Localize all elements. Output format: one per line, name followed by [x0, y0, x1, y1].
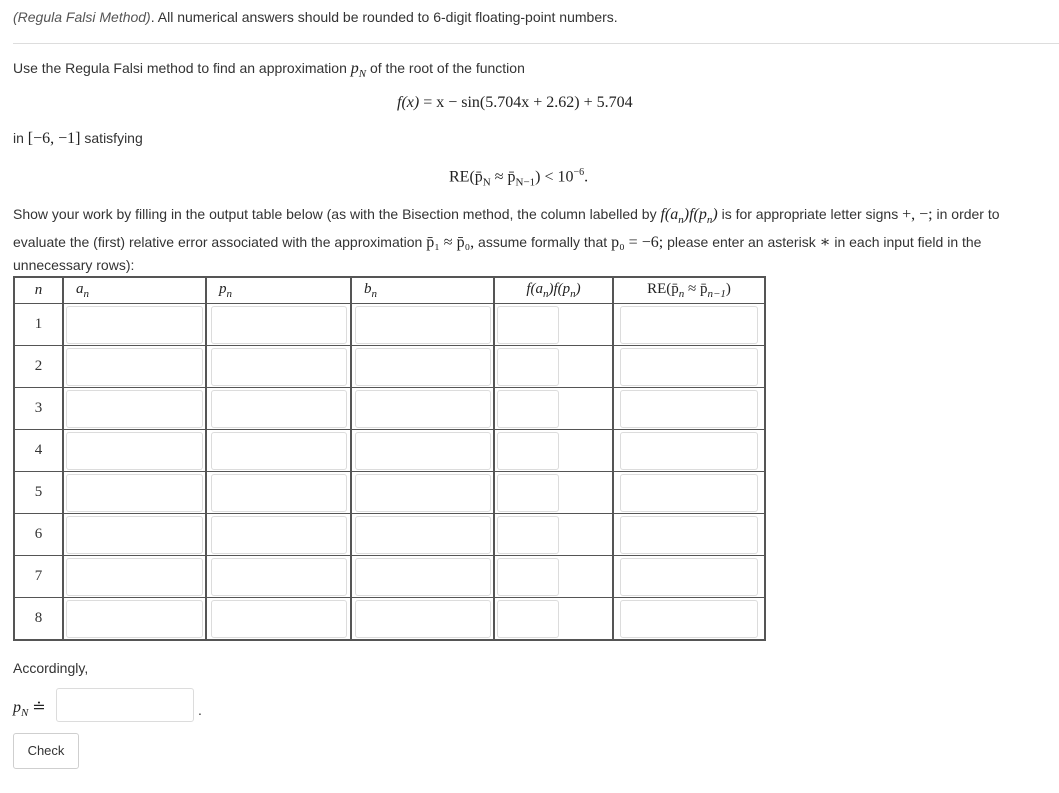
- re-input[interactable]: [620, 558, 758, 596]
- cell-bn: [351, 304, 494, 346]
- header-an: $a_n$: [63, 277, 206, 304]
- sign-input[interactable]: [497, 390, 559, 428]
- pn-input[interactable]: [211, 306, 347, 344]
- an-input[interactable]: [66, 558, 203, 596]
- cell-re: [613, 430, 765, 472]
- cell-sign: [494, 598, 613, 641]
- pn-input[interactable]: [211, 390, 347, 428]
- pn-input[interactable]: [211, 432, 347, 470]
- an-input[interactable]: [66, 516, 203, 554]
- header-pn: $p_n$: [206, 277, 351, 304]
- intro-text: [13, 9, 618, 25]
- re-input[interactable]: [620, 348, 758, 386]
- cell-bn: [351, 388, 494, 430]
- table-row: [14, 346, 765, 388]
- divider: [13, 43, 1059, 44]
- bn-input[interactable]: [355, 600, 491, 638]
- table-row: [14, 556, 765, 598]
- cell-pn: [206, 430, 351, 472]
- rounding-note: . All numerical answers should be rounded to 6-digit floating-point numbers.: [150, 9, 618, 25]
- cell-sign: [494, 556, 613, 598]
- question-lead: Use the Regula Falsi method to find an approximation: [13, 60, 347, 76]
- header-bn: $b_n$: [351, 277, 494, 304]
- header-relative-error: $RE(p̄_n$ ≈ $p̄_{n-1}$): [613, 277, 765, 304]
- cell-pn: [206, 346, 351, 388]
- cell-re: [613, 304, 765, 346]
- row-index: 5: [14, 472, 63, 514]
- row-index: 1: [14, 304, 63, 346]
- cell-bn: [351, 346, 494, 388]
- header-n: n: [14, 277, 63, 304]
- cell-bn: [351, 514, 494, 556]
- re-input[interactable]: [620, 474, 758, 512]
- interval-value: [−6, −1]: [27, 130, 81, 147]
- cell-pn: [206, 514, 351, 556]
- row-index: 8: [14, 598, 63, 641]
- method-name: (Regula Falsi Method): [13, 9, 151, 25]
- bn-input[interactable]: [355, 348, 491, 386]
- cell-an: [63, 304, 206, 346]
- cell-re: [613, 556, 765, 598]
- bn-input[interactable]: [355, 390, 491, 428]
- sign-column-expr: $f(a_n)f(p_n)$: [660, 206, 718, 227]
- cell-an: [63, 598, 206, 641]
- cell-re: [613, 346, 765, 388]
- accordingly-text: Accordingly,: [13, 660, 89, 676]
- pn-answer-input[interactable]: [56, 688, 194, 722]
- header-sign: $f(a_n)f(p_n)$: [494, 277, 613, 304]
- table-row: [14, 304, 765, 346]
- bn-input[interactable]: [355, 432, 491, 470]
- sign-input[interactable]: [497, 474, 559, 512]
- cell-bn: [351, 472, 494, 514]
- table-row: [14, 388, 765, 430]
- cell-bn: [351, 556, 494, 598]
- row-index: 4: [14, 430, 63, 472]
- cell-sign: [494, 472, 613, 514]
- sign-input[interactable]: [497, 432, 559, 470]
- function-lhs: f(x): [397, 94, 420, 111]
- row-index: 2: [14, 346, 63, 388]
- cell-pn: [206, 304, 351, 346]
- cell-sign: [494, 304, 613, 346]
- instructions-text: Show your work by filling in the output table below (as with the Bisection method, the column labelled by $f(a_n)f(p_n)$ is for appropriate letter signs +, −; in order to evaluate the (first) relative error associated with the approximation p̄₁ ≈ p̄₀, assume formally that p₀ = −6; please enter an asterisk ∗ in each input field in the unnecessary rows):: [13, 206, 1000, 274]
- cell-an: [63, 472, 206, 514]
- cell-pn: [206, 598, 351, 641]
- pn-input[interactable]: [211, 474, 347, 512]
- an-input[interactable]: [66, 474, 203, 512]
- function-rhs: x − sin(5.704x + 2.62) + 5.704: [436, 94, 633, 111]
- an-input[interactable]: [66, 600, 203, 638]
- sign-input[interactable]: [497, 348, 559, 386]
- row-index: 3: [14, 388, 63, 430]
- re-input[interactable]: [620, 600, 758, 638]
- re-input[interactable]: [620, 390, 758, 428]
- cell-sign: [494, 346, 613, 388]
- re-input[interactable]: [620, 432, 758, 470]
- cell-an: [63, 556, 206, 598]
- interval-text: [13, 130, 143, 148]
- cell-sign: [494, 514, 613, 556]
- table-body: [14, 304, 765, 641]
- table-row: [14, 598, 765, 641]
- sign-input[interactable]: [497, 558, 559, 596]
- cell-re: [613, 514, 765, 556]
- pn-input[interactable]: [211, 600, 347, 638]
- row-index: 6: [14, 514, 63, 556]
- stopping-criterion: $RE(p̄_N$ ≈ $p̄_{N-1}) < 10^{-6}$.: [449, 167, 589, 189]
- sign-input[interactable]: [497, 516, 559, 554]
- interval-prefix: in: [13, 130, 24, 146]
- check-button[interactable]: Check: [13, 733, 79, 769]
- row-index: 7: [14, 556, 63, 598]
- bn-input[interactable]: [355, 306, 491, 344]
- function-formula: [397, 94, 633, 112]
- bn-input[interactable]: [355, 474, 491, 512]
- cell-an: [63, 346, 206, 388]
- cell-an: [63, 430, 206, 472]
- table-header-row: [14, 277, 765, 304]
- re-input[interactable]: [620, 306, 758, 344]
- table-row: [14, 514, 765, 556]
- question-text: [13, 60, 525, 80]
- an-input[interactable]: [66, 306, 203, 344]
- cell-re: [613, 388, 765, 430]
- answer-label: $p_N$ ≐: [13, 699, 46, 720]
- cell-bn: [351, 598, 494, 641]
- an-input[interactable]: [66, 432, 203, 470]
- cell-pn: [206, 472, 351, 514]
- pn-input[interactable]: [211, 516, 347, 554]
- answer-trailing-dot: .: [198, 702, 202, 718]
- cell-bn: [351, 430, 494, 472]
- pn-input[interactable]: [211, 558, 347, 596]
- cell-an: [63, 514, 206, 556]
- output-table: [13, 276, 766, 641]
- cell-an: [63, 388, 206, 430]
- cell-sign: [494, 430, 613, 472]
- table-row: [14, 430, 765, 472]
- cell-re: [613, 598, 765, 641]
- interval-suffix: satisfying: [84, 130, 143, 146]
- function-equals: =: [423, 94, 433, 111]
- bn-input[interactable]: [355, 558, 491, 596]
- sign-input[interactable]: [497, 600, 559, 638]
- cell-re: [613, 472, 765, 514]
- an-input[interactable]: [66, 390, 203, 428]
- cell-pn: [206, 388, 351, 430]
- sign-input[interactable]: [497, 306, 559, 344]
- table-row: [14, 472, 765, 514]
- an-input[interactable]: [66, 348, 203, 386]
- cell-pn: [206, 556, 351, 598]
- pn-symbol: $p_N$: [350, 60, 367, 81]
- bn-input[interactable]: [355, 516, 491, 554]
- question-tail: of the root of the function: [369, 60, 525, 76]
- cell-sign: [494, 388, 613, 430]
- pn-input[interactable]: [211, 348, 347, 386]
- re-input[interactable]: [620, 516, 758, 554]
